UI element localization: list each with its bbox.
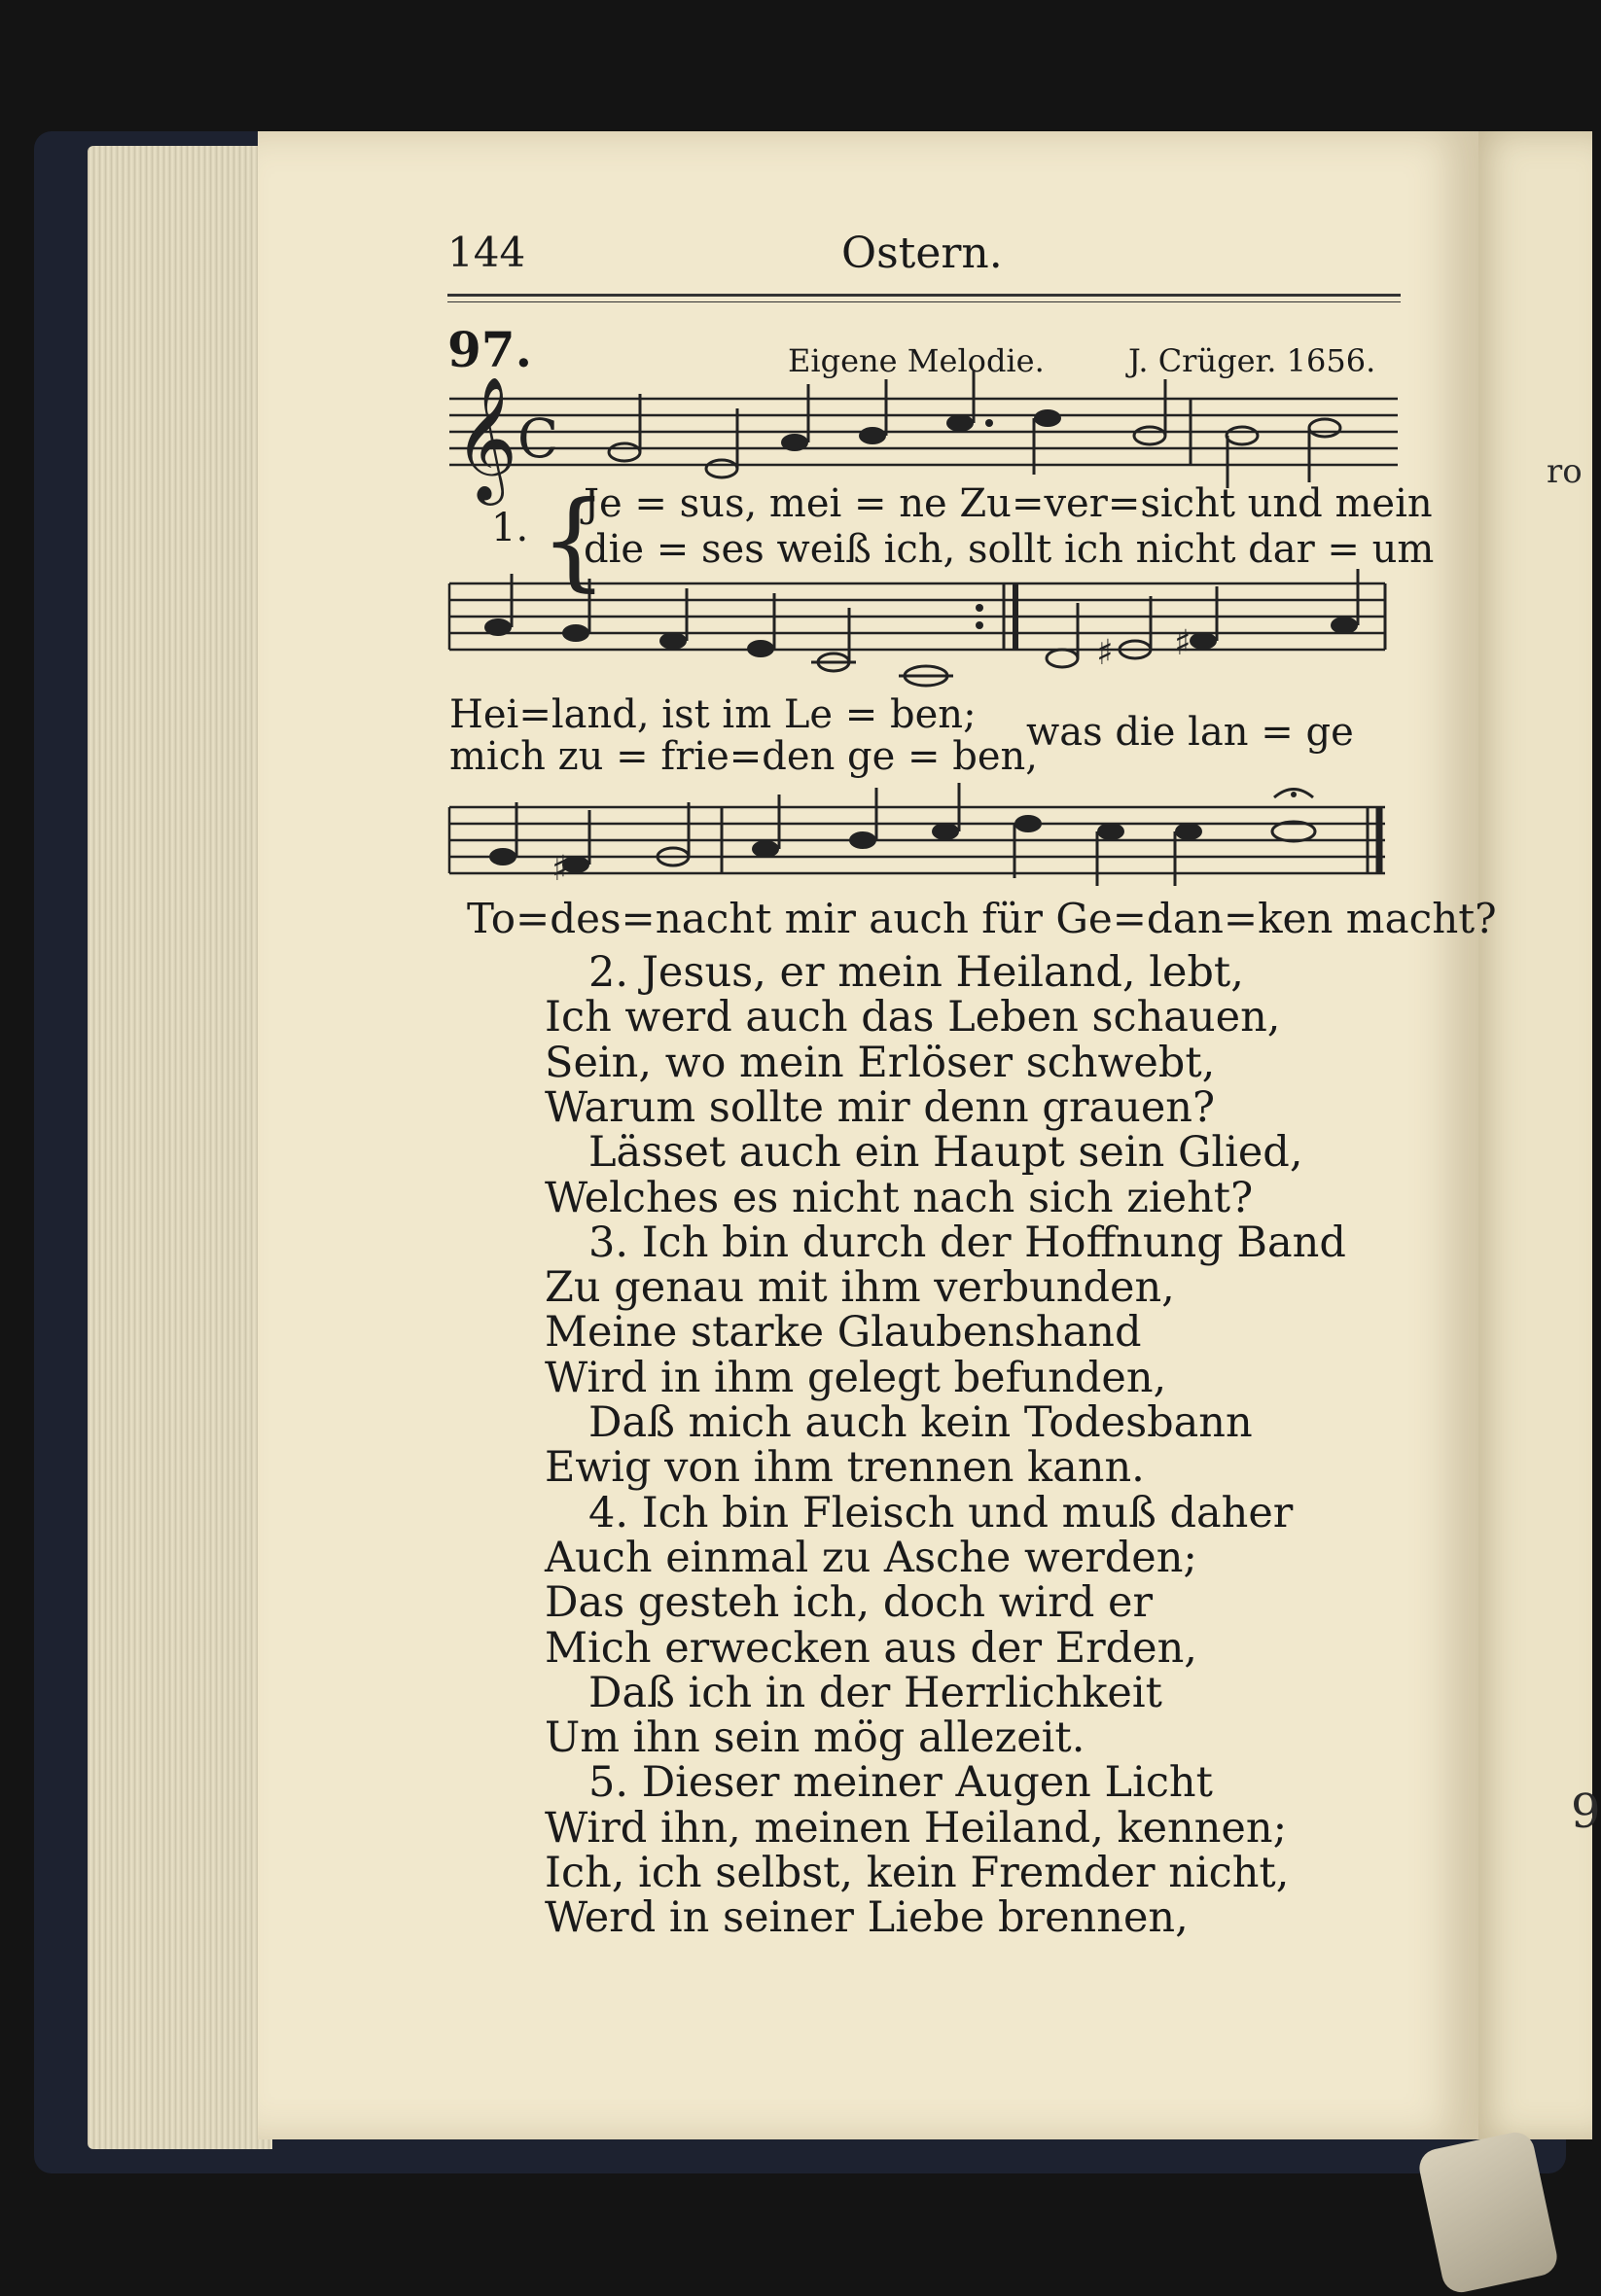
music-staff-3 xyxy=(449,793,1403,900)
lyrics-system-1-line-a: Je = sus, mei = ne Zu=ver=sicht und mein xyxy=(584,481,1433,526)
stanza-line: Welches es nicht nach sich zieht? xyxy=(545,1174,1254,1222)
stanza-line: 4. Ich bin Fleisch und muß daher xyxy=(588,1489,1294,1537)
stanza-line: Werd in seiner Liebe brennen, xyxy=(545,1893,1189,1942)
stanza-line: Meine starke Glaubenshand xyxy=(545,1308,1142,1357)
sharp-icon: ♯ xyxy=(551,849,569,889)
treble-clef-icon: 𝄞 xyxy=(454,375,518,500)
stanza-line: Daß mich auch kein Todesbann xyxy=(588,1398,1253,1447)
lyrics-system-2-line-c: was die lan = ge xyxy=(1026,710,1354,755)
stanza-line: 2. Jesus, er mein Heiland, lebt, xyxy=(588,948,1244,997)
hymn-number: 97. xyxy=(447,321,532,378)
stanza-line: Warum sollte mir denn grauen? xyxy=(545,1083,1216,1132)
stanza-line: Auch einmal zu Asche werden; xyxy=(545,1534,1197,1582)
stanza-line: Wird ihn, meinen Heiland, kennen; xyxy=(545,1804,1288,1853)
stanza-line: Um ihn sein mög allezeit. xyxy=(545,1713,1085,1762)
running-head: Ostern. xyxy=(841,229,1003,278)
facing-page xyxy=(1464,131,1601,2139)
sharp-icon: ♯ xyxy=(1174,623,1192,663)
stanza-line: Daß ich in der Herrlichkeit xyxy=(588,1669,1162,1717)
verse-1-number: 1. xyxy=(491,506,529,550)
melody-label: Eigene Melodie. xyxy=(788,342,1045,379)
composer-credit: J. Crüger. 1656. xyxy=(1128,342,1376,379)
lyrics-system-1-line-b: die = ses weiß ich, sollt ich nicht dar = um xyxy=(584,527,1435,572)
stanza-line: Sein, wo mein Erlöser schwebt, xyxy=(545,1039,1216,1087)
facing-page-fragment: ro xyxy=(1547,452,1583,491)
lyrics-system-2-line-b: mich zu = frie=den ge = ben, xyxy=(449,734,1039,779)
stanza-line: Mich erwecken aus der Erden, xyxy=(545,1624,1197,1673)
stanza-line: Wird in ihm gelegt befunden, xyxy=(545,1354,1167,1402)
header-rule xyxy=(447,294,1401,297)
header-rule-thin xyxy=(447,301,1401,302)
lyrics-system-2-line-a: Hei=land, ist im Le = ben; xyxy=(449,692,977,737)
brace-icon: { xyxy=(540,477,608,602)
stanza-line: 3. Ich bin durch der Hoffnung Band xyxy=(588,1219,1346,1267)
page-edges xyxy=(88,146,272,2149)
lyrics-system-3-line-a: To=des=nacht mir auch für Ge=dan=ken macht? xyxy=(467,895,1497,942)
stanza-line: Ich, ich selbst, kein Fremder nicht, xyxy=(545,1849,1290,1897)
stanza-line: Zu genau mit ihm verbunden, xyxy=(545,1263,1175,1312)
stanza-line: Das gesteh ich, doch wird er xyxy=(545,1578,1154,1627)
music-staff-2 xyxy=(449,569,1403,695)
stanza-line: Ich werd auch das Leben schauen, xyxy=(545,993,1281,1042)
stanza-line: Ewig von ihm trennen kann. xyxy=(545,1443,1145,1492)
page-number: 144 xyxy=(447,229,526,276)
stanza-line: Lässet auch ein Haupt sein Glied, xyxy=(588,1128,1303,1177)
sharp-icon: ♯ xyxy=(1096,633,1114,673)
facing-page-number-fragment: 9 xyxy=(1571,1784,1601,1839)
stanza-line: 5. Dieser meiner Augen Licht xyxy=(588,1758,1213,1807)
common-time-icon: C xyxy=(517,407,559,470)
